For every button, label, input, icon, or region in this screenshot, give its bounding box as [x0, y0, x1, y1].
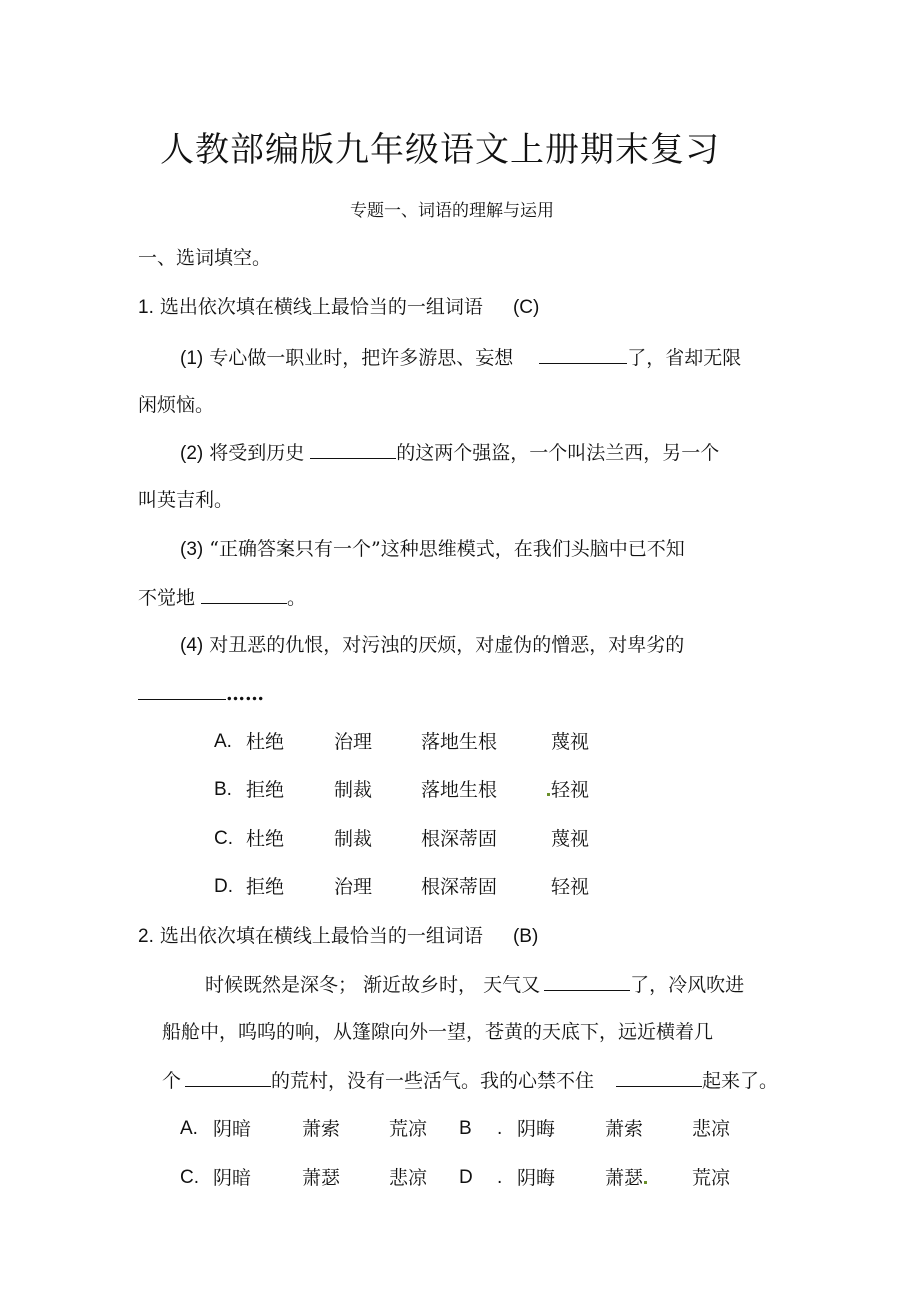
- section-heading: 一、选词填空。: [138, 247, 272, 269]
- question-1-answer: (C): [512, 297, 540, 318]
- q2-passage-line1: [205, 972, 744, 997]
- option-word-text: 轻视: [551, 779, 590, 801]
- q2-passage-line3: [162, 1068, 778, 1093]
- option-word: [605, 1166, 648, 1190]
- option-word: 萧瑟: [302, 1167, 341, 1189]
- option-letter: B: [459, 1118, 472, 1139]
- option-letter: B.: [214, 779, 232, 800]
- option-letter: D: [459, 1167, 473, 1188]
- option-word: 落地生根: [421, 731, 498, 753]
- option-word: 制裁: [334, 828, 373, 850]
- question-1-stem: [138, 295, 539, 320]
- option-word: 杜绝: [246, 731, 285, 753]
- fill-blank[interactable]: [201, 585, 287, 604]
- stray-dot: [644, 1181, 647, 1184]
- fill-blank[interactable]: [138, 681, 226, 700]
- q1-item-3-line1: [180, 537, 685, 562]
- q1-item-3-line2-before: 不觉地: [138, 587, 196, 609]
- option-word: 治理: [334, 731, 373, 753]
- question-2-stem: [138, 924, 538, 949]
- q2-passage-line3-b: 的荒村，没有一些活气。我的心禁不住: [271, 1070, 595, 1092]
- option-letter: D.: [214, 876, 233, 897]
- option-word: 阴暗: [213, 1118, 252, 1140]
- option-word: 轻视: [551, 876, 590, 898]
- option-word: 蔑视: [551, 731, 590, 753]
- question-1-text: 选出依次填在横线上最恰当的一组词语: [159, 296, 483, 318]
- option-word: 萧索: [302, 1118, 341, 1140]
- fill-blank[interactable]: [616, 1068, 702, 1087]
- q1-item-1-number: (1): [180, 348, 204, 369]
- option-word: 萧索: [605, 1118, 644, 1140]
- option-word: 拒绝: [246, 876, 285, 898]
- q2-passage-line3-a: 个: [162, 1070, 182, 1092]
- question-2-answer: (B): [512, 926, 539, 947]
- fill-blank[interactable]: [544, 972, 630, 991]
- option-separator: .: [497, 1118, 503, 1139]
- fill-blank[interactable]: [310, 440, 396, 459]
- q2-passage-line2: 船舱中，呜呜的响，从篷隙向外一望，苍黄的天底下，远近横着几: [162, 1021, 714, 1043]
- option-word: 荒凉: [389, 1118, 428, 1140]
- q1-item-2-number: (2): [180, 443, 204, 464]
- option-letter: A.: [180, 1118, 198, 1139]
- q1-item-1-before: 专心做一职业时，把许多游思、妄想: [209, 347, 514, 369]
- q2-passage-line3-c: 起来了。: [702, 1070, 779, 1092]
- fill-blank[interactable]: [185, 1068, 271, 1087]
- option-word: 阴晦: [517, 1118, 556, 1140]
- option-word: 制裁: [334, 779, 373, 801]
- q1-item-3-number: (3): [180, 539, 204, 560]
- option-word: 阴暗: [213, 1167, 252, 1189]
- fill-blank[interactable]: [539, 345, 627, 364]
- q1-item-2-line2: 叫英吉利。: [138, 489, 234, 511]
- subtitle: 专题一、词语的理解与运用: [350, 201, 554, 221]
- option-letter: A.: [214, 731, 232, 752]
- q2-passage-line1-before: 时候既然是深冬； 渐近故乡时， 天气又: [205, 974, 541, 996]
- q1-item-4-text: 对丑恶的仇恨，对污浊的厌烦，对虚伪的憎恶，对卑劣的: [209, 634, 685, 656]
- q1-item-2-before: 将受到历史: [209, 442, 305, 464]
- option-word: 根深蒂固: [421, 876, 498, 898]
- q1-item-1-after: 了，省却无限: [627, 347, 742, 369]
- option-word: [547, 778, 589, 802]
- option-word: 杜绝: [246, 828, 285, 850]
- question-2-text: 选出依次填在横线上最恰当的一组词语: [159, 925, 483, 947]
- option-letter: C.: [214, 828, 233, 849]
- option-word: 治理: [334, 876, 373, 898]
- page-title: 人教部编版九年级语文上册期末复习: [160, 130, 720, 170]
- option-word: 根深蒂固: [421, 828, 498, 850]
- q2-passage-line1-after: 了，冷风吹进: [630, 974, 745, 996]
- option-word: 阴晦: [517, 1167, 556, 1189]
- option-word: 拒绝: [246, 779, 285, 801]
- q1-item-4-line2: [138, 681, 264, 706]
- option-letter: C.: [180, 1167, 199, 1188]
- q1-item-1-line2: 闲烦恼。: [138, 394, 215, 416]
- q1-item-2-line1: [180, 440, 719, 466]
- option-word: 悲凉: [692, 1118, 731, 1140]
- option-word: 悲凉: [389, 1167, 428, 1189]
- option-word-text: 萧瑟: [605, 1167, 644, 1189]
- option-word: 荒凉: [692, 1167, 731, 1189]
- q1-item-3-line2-after: 。: [287, 587, 307, 609]
- q1-item-4-ellipsis: ……: [226, 683, 264, 705]
- option-separator: .: [497, 1167, 503, 1188]
- question-2-number: 2.: [138, 926, 154, 947]
- q1-item-2-after: 的这两个强盗，一个叫法兰西，另一个: [396, 442, 720, 464]
- q1-item-3-text: “正确答案只有一个”这种思维模式，在我们头脑中已不知: [209, 538, 685, 560]
- q1-item-3-line2: [138, 585, 306, 610]
- question-1-number: 1.: [138, 297, 154, 318]
- q1-item-1-line1: [180, 345, 741, 371]
- q1-item-4-number: (4): [180, 635, 204, 656]
- q1-item-4-line1: [180, 633, 684, 658]
- option-word: 蔑视: [551, 828, 590, 850]
- option-word: 落地生根: [421, 779, 498, 801]
- stray-dot: [547, 793, 550, 796]
